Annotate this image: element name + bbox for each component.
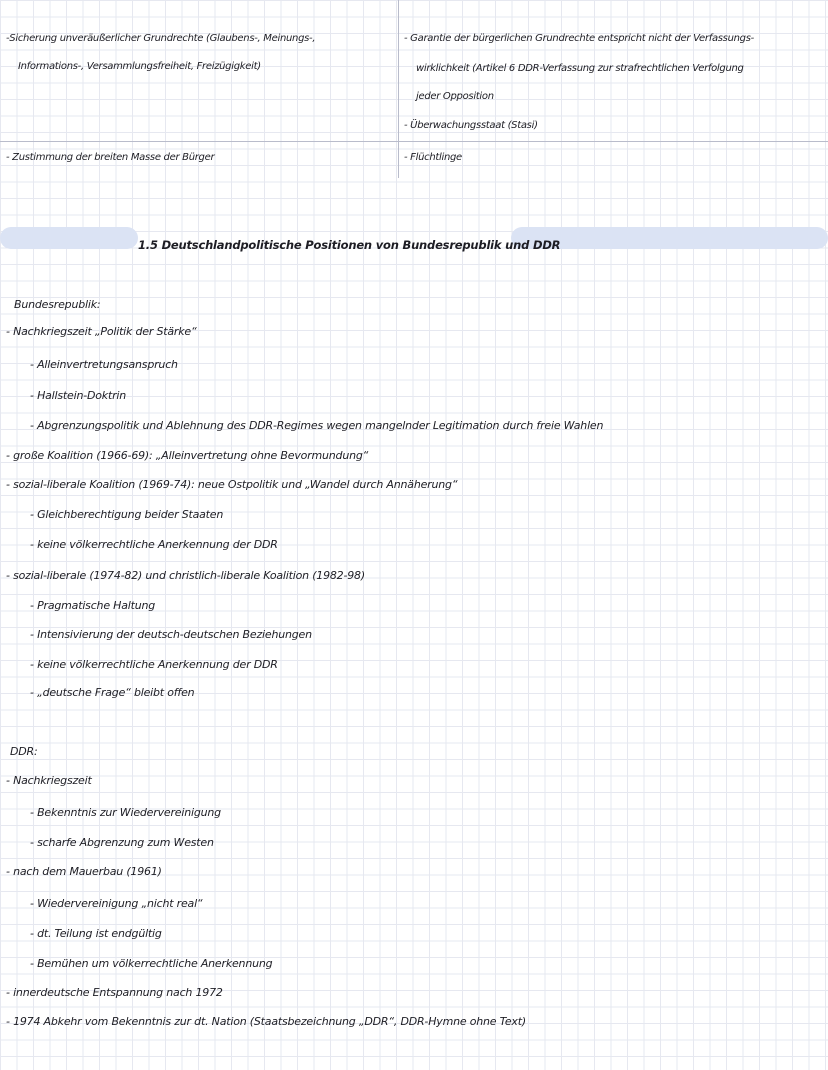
ddr-line: - innerdeutsche Entspannung nach 1972 [6, 986, 223, 999]
brd-line: - keine völkerrechtliche Anerkennung der DDR [30, 658, 278, 671]
brd-title: Bundesrepublik: [14, 298, 101, 311]
ddr-line: - Wiedervereinigung „nicht real“ [30, 897, 203, 910]
brd-line: - Alleinvertretungsanspruch [30, 358, 178, 371]
brd-line: - sozial-liberale Koalition (1969-74): neue Ostpolitik und „Wandel durch Annäherung“ [6, 478, 458, 491]
brd-line: - Pragmatische Haltung [30, 599, 156, 612]
ddr-title: DDR: [10, 745, 38, 758]
table-cell-left-row2: - Zustimmung der breiten Masse der Bürger [6, 152, 215, 163]
ddr-line: - Nachkriegszeit [6, 774, 92, 787]
table-cell-left-line-2: Informations-, Versammlungsfreiheit, Freizügigkeit) [18, 61, 261, 72]
brd-line: - Abgrenzungspolitik und Ablehnung des DDR-Regimes wegen mangelnder Legitimation durch freie Wahlen [30, 419, 604, 432]
brd-line: - Intensivierung der deutsch-deutschen Beziehungen [30, 628, 312, 641]
table-cell-right-line-2: wirklichkeit (Artikel 6 DDR-Verfassung zur strafrechtlichen Verfolgung [416, 63, 744, 74]
table-cell-right-line-4: - Überwachungsstaat (Stasi) [404, 120, 538, 131]
table-cell-right-row2: - Flüchtlinge [404, 152, 462, 163]
ddr-line: - Bekenntnis zur Wiedervereinigung [30, 806, 221, 819]
table-cell-right-line-3: jeder Opposition [416, 91, 494, 102]
ddr-line: - Bemühen um völkerrechtliche Anerkennung [30, 957, 273, 970]
heading-highlight-left [0, 227, 138, 249]
section-heading: 1.5 Deutschlandpolitische Positionen von Bundesrepublik und DDR [138, 238, 561, 252]
table-cell-left-line-1: -Sicherung unveräußerlicher Grundrechte (Glaubens-, Meinungs-, [6, 33, 316, 44]
table-cell-right-line-1: - Garantie der bürgerlichen Grundrechte entspricht nicht der Verfassungs- [404, 33, 754, 44]
brd-line: - Nachkriegszeit „Politik der Stärke“ [6, 325, 197, 338]
ddr-line: - dt. Teilung ist endgültig [30, 927, 162, 940]
table-divider-vertical [398, 0, 399, 178]
brd-line: - Gleichberechtigung beider Staaten [30, 508, 224, 521]
brd-line: - keine völkerrechtliche Anerkennung der DDR [30, 538, 278, 551]
ddr-line: - 1974 Abkehr vom Bekenntnis zur dt. Nation (Staatsbezeichnung „DDR“, DDR-Hymne ohne Text) [6, 1015, 526, 1028]
brd-line: - „deutsche Frage“ bleibt offen [30, 686, 195, 699]
ddr-line: - nach dem Mauerbau (1961) [6, 865, 162, 878]
brd-line: - Hallstein-Doktrin [30, 389, 127, 402]
ddr-line: - scharfe Abgrenzung zum Westen [30, 836, 214, 849]
brd-line: - sozial-liberale (1974-82) und christlich-liberale Koalition (1982-98) [6, 569, 365, 582]
table-divider-horizontal [0, 141, 828, 142]
brd-line: - große Koalition (1966-69): „Alleinvertretung ohne Bevormundung“ [6, 449, 369, 462]
